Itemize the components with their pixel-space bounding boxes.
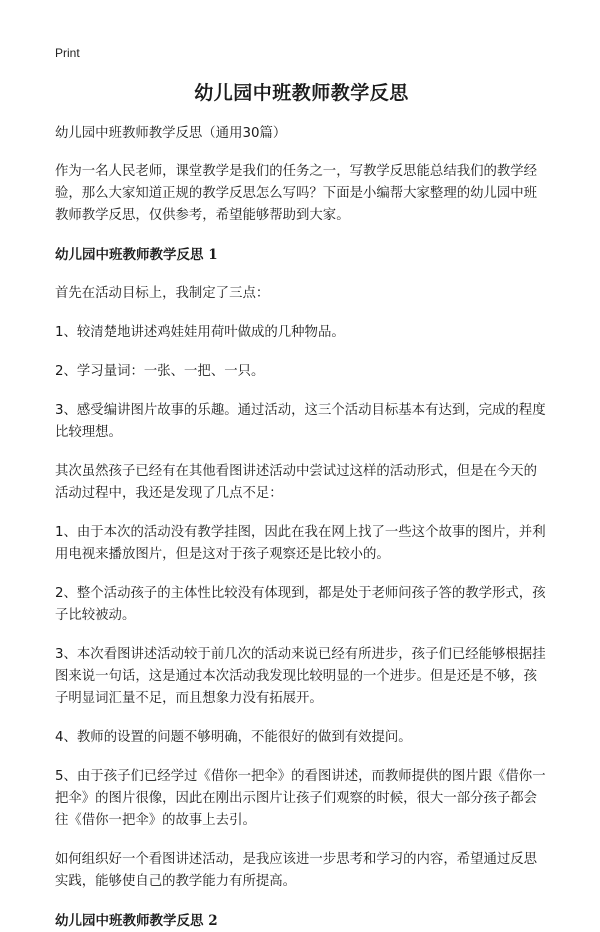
paragraph: 1、由于本次的活动没有教学挂图，因此在我在网上找了一些这个故事的图片，并利用电视来播放图片，但是这对于孩子观察还是比较小的。 bbox=[55, 525, 546, 562]
section-heading-2: 幼儿园中班教师教学反思 2 bbox=[55, 913, 218, 929]
paragraph: 首先在活动目标上，我制定了三点： bbox=[55, 286, 270, 301]
paragraph: 如何组织好一个看图讲述活动，是我应该进一步思考和学习的内容，希望通过反思实践，能够使自己的教学能力有所提高。 bbox=[55, 852, 538, 889]
document-subtitle: 幼儿园中班教师教学反思（通用30篇） bbox=[55, 126, 287, 141]
paragraph: 2、整个活动孩子的主体性比较没有体现到，都是处于老师问孩子答的教学形式，孩子比较被动。 bbox=[55, 586, 546, 623]
paragraph: 3、本次看图讲述活动较于前几次的活动来说已经有所进步，孩子们已经能够根据挂图来说一句话，这是通过本次活动我发现比较明显的一个进步。但是还是不够，孩子明显词汇量不足，而且想象力没有拓展开。 bbox=[55, 647, 546, 706]
print-label[interactable]: Print bbox=[55, 46, 80, 60]
paragraph: 2、学习量词：一张、一把、一只。 bbox=[55, 364, 265, 379]
paragraph: 4、教师的设置的问题不够明确，不能很好的做到有效提问。 bbox=[55, 730, 412, 745]
paragraph: 5、由于孩子们已经学过《借你一把伞》的看图讲述，而教师提供的图片跟《借你一把伞》的图片很像，因此在刚出示图片让孩子们观察的时候，很大一部分孩子都会往《借你一把伞》的故事上去引。 bbox=[55, 769, 546, 828]
paragraph: 1、较清楚地讲述鸡娃娃用荷叶做成的几种物品。 bbox=[55, 325, 345, 340]
page-title: 幼儿园中班教师教学反思 bbox=[194, 82, 409, 104]
section-heading-1: 幼儿园中班教师教学反思 1 bbox=[55, 247, 218, 263]
paragraph: 其次虽然孩子已经有在其他看图讲述活动中尝试过这样的活动形式，但是在今天的活动过程中，我还是发现了几点不足： bbox=[55, 464, 538, 501]
paragraph: 3、感受编讲图片故事的乐趣。通过活动，这三个活动目标基本有达到，完成的程度比较理想。 bbox=[55, 403, 546, 440]
intro-paragraph: 作为一名人民老师，课堂教学是我们的任务之一，写教学反思能总结我们的教学经验，那么大家知道正规的教学反思怎么写吗？下面是小编帮大家整理的幼儿园中班教师教学反思，仅供参考，希望能够帮助到大家。 bbox=[55, 164, 538, 223]
